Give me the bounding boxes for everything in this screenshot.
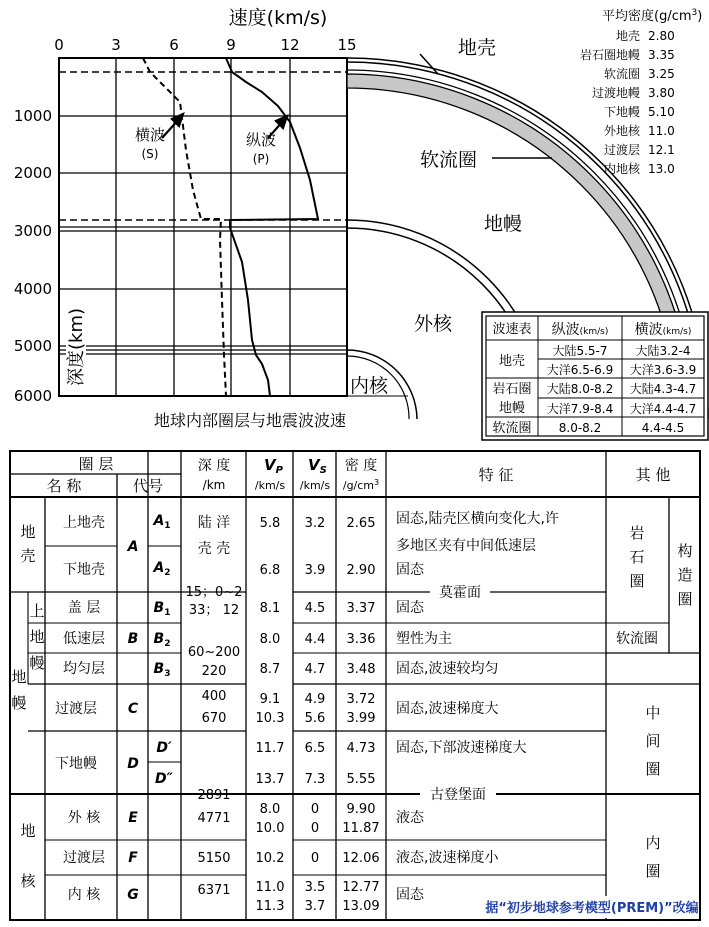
code-F: F <box>128 850 138 866</box>
p-wave-label: 纵波 <box>245 131 277 149</box>
outer-core-label: 外核 <box>414 313 453 335</box>
group-mantle-2: 幔 <box>11 694 27 712</box>
legend-value-2: 3.25 <box>648 67 675 81</box>
legend-value-0: 2.80 <box>648 29 675 43</box>
speed-litho-s1: 大陆4.3-4.7 <box>629 382 697 396</box>
density-8: 5.55 <box>346 772 376 787</box>
s-wave-label: 横波 <box>134 126 166 144</box>
group-crust-2: 壳 <box>20 547 36 565</box>
th-feature: 特 征 <box>478 466 514 484</box>
group-um-1: 上 <box>29 602 45 620</box>
th-name: 名 称 <box>46 477 82 495</box>
feature-uniform: 固态,波速较均匀 <box>396 661 499 677</box>
density-7: 4.73 <box>346 741 376 756</box>
legend-value-7: 13.0 <box>648 162 675 176</box>
feature-transition: 固态,波速梯度大 <box>396 701 499 717</box>
vp-6: 10.3 <box>255 711 285 726</box>
code-D: D <box>127 756 139 772</box>
crust-label: 地壳 <box>458 37 497 59</box>
legend-value-4: 5.10 <box>648 105 675 119</box>
vs-values <box>305 516 326 914</box>
speed-crust-p2: 大洋6.5-6.9 <box>546 363 614 377</box>
density-11: 12.06 <box>342 851 380 866</box>
y-tick-2000: 2000 <box>13 164 52 182</box>
row-lower-crust: 下地壳 <box>63 562 105 578</box>
velocity-depth-chart <box>14 7 357 405</box>
code-B2: $B_2$ <box>153 631 171 649</box>
feature-upper-crust-2: 多地区夹有中间低速层 <box>396 538 536 554</box>
group-core-2: 核 <box>20 872 36 890</box>
density-legend <box>580 8 702 176</box>
group-mantle-1: 地 <box>11 668 27 686</box>
vs-13: 3.7 <box>304 899 326 914</box>
density-legend-title: 平均密度$(g/cm^3)$ <box>602 8 703 24</box>
depth-ic-t: 5150 <box>197 851 231 866</box>
vs-5: 4.9 <box>304 692 326 707</box>
vs-3: 4.4 <box>304 632 326 647</box>
row-transition-mantle: 过渡层 <box>55 701 97 717</box>
code-Dpp: D″ <box>155 771 173 787</box>
source-note: 据“初步地球参考模型(PREM)”改编 <box>485 901 699 916</box>
density-2: 3.37 <box>346 601 376 616</box>
x-tick-12: 12 <box>280 36 300 54</box>
feature-upper-crust-1: 固态,陆壳区横向变化大,许 <box>396 511 559 527</box>
y-axis-label <box>66 300 87 388</box>
speed-table-h0: 波速表 <box>492 322 532 337</box>
depth-uniform: 220 <box>201 664 227 679</box>
density-values <box>342 516 379 914</box>
legend-name-2: 软流圈 <box>603 67 640 81</box>
x-tick-labels <box>54 36 356 54</box>
vp-13: 11.3 <box>255 899 285 914</box>
asthenosphere-label: 软流圈 <box>420 149 478 171</box>
other-lithosphere-1: 岩 <box>629 524 645 542</box>
layer-table <box>10 451 700 920</box>
th-code: 代号 <box>132 477 164 495</box>
speed-crust-s1: 大陆3.2-4 <box>635 344 691 358</box>
depth-lvz: 60~200 <box>187 645 241 660</box>
mantle-label: 地幔 <box>484 213 523 235</box>
density-3: 3.36 <box>346 632 376 647</box>
other-inner-2: 圈 <box>645 862 661 880</box>
legend-name-5: 外地核 <box>603 124 640 138</box>
legend-value-3: 3.80 <box>648 86 675 100</box>
code-E: E <box>128 810 138 826</box>
row-inner-core: 内 核 <box>67 887 101 903</box>
other-lithosphere-2: 石 <box>629 548 645 566</box>
speed-crust-s2: 大洋3.6-3.9 <box>629 363 697 377</box>
feature-lower-mantle: 固态,下部波速梯度大 <box>396 740 527 756</box>
density-10: 11.87 <box>342 821 380 836</box>
density-12: 12.77 <box>342 880 380 895</box>
vs-1: 3.9 <box>304 563 326 578</box>
code-B3: $B_3$ <box>153 661 171 679</box>
y-tick-labels <box>14 107 52 405</box>
vs-8: 7.3 <box>304 772 326 787</box>
feature-lid: 固态 <box>396 600 424 616</box>
th-other: 其 他 <box>635 466 671 484</box>
speed-table-litho-a: 岩石圈 <box>492 382 532 397</box>
vs-0: 3.2 <box>304 516 326 531</box>
depth-crust-type-b: 壳 壳 <box>197 541 231 557</box>
legend-name-3: 过渡地幔 <box>591 86 640 100</box>
depth-t2: 670 <box>201 711 227 726</box>
speed-table-h1: 纵波(km/s) <box>551 322 609 338</box>
y-tick-5000: 5000 <box>13 337 52 355</box>
row-lower-mantle: 下地幔 <box>55 756 97 772</box>
group-core-1: 地 <box>20 822 36 840</box>
wave-speed-table <box>482 312 708 440</box>
vs-4: 4.7 <box>304 662 326 677</box>
legend-name-7: 内地核 <box>603 162 640 176</box>
th-vs: $V_S$ <box>308 456 327 476</box>
speed-table-crust: 地壳 <box>498 354 526 369</box>
vs-10: 0 <box>310 821 320 836</box>
legend-name-1: 岩石圈地幔 <box>579 48 640 62</box>
speed-astheno-p: 8.0-8.2 <box>558 421 602 435</box>
legend-name-0: 地壳 <box>615 29 640 43</box>
density-6: 3.99 <box>346 711 376 726</box>
vp-2: 8.1 <box>259 601 281 616</box>
x-axis-title: 速度(km/s) <box>228 7 328 29</box>
speed-table-litho-b: 地幔 <box>498 401 526 416</box>
density-4: 3.48 <box>346 662 376 677</box>
row-uniform: 均匀层 <box>63 661 105 677</box>
depth-crust-type-a: 陆 洋 <box>197 515 231 531</box>
svg-text:深度(km): 深度(km) <box>66 307 87 386</box>
vp-11: 10.2 <box>255 851 285 866</box>
p-wave-sub: (P) <box>252 152 270 166</box>
depth-moho-2: 33； 12 <box>188 603 240 618</box>
x-tick-0: 0 <box>54 36 64 54</box>
other-tectonosphere-2: 造 <box>677 566 693 584</box>
speed-litho-p1: 大陆8.0-8.2 <box>546 382 614 396</box>
density-5: 3.72 <box>346 692 376 707</box>
speed-table-h2: 横波(km/s) <box>634 322 692 338</box>
vp-12: 11.0 <box>255 880 285 895</box>
x-tick-15: 15 <box>337 36 357 54</box>
code-G: G <box>127 887 139 903</box>
density-0: 2.65 <box>346 516 376 531</box>
speed-table-astheno: 软流圈 <box>492 421 532 436</box>
code-Dp: D′ <box>156 740 172 756</box>
vp-10: 10.0 <box>255 821 285 836</box>
th-depth: 深 度 <box>197 458 231 474</box>
code-A1: $A_1$ <box>153 513 171 531</box>
speed-astheno-s: 4.4-4.5 <box>641 421 685 435</box>
row-lid: 盖 层 <box>67 600 101 616</box>
th-density-unit: $/g/cm^3$ <box>342 478 380 492</box>
inner-core-label: 内核 <box>350 375 389 397</box>
speed-litho-p2: 大洋7.9-8.4 <box>546 402 614 416</box>
legend-name-6: 过渡层 <box>603 143 640 157</box>
code-B: B <box>127 631 139 647</box>
th-vp-unit: /km/s <box>254 479 286 492</box>
code-C: C <box>127 701 139 717</box>
row-outer-core: 外 核 <box>67 810 101 826</box>
feature-transition-core: 液态,波速梯度小 <box>396 850 499 866</box>
other-middle-2: 间 <box>645 732 661 750</box>
vp-0: 5.8 <box>259 516 281 531</box>
other-tectonosphere-1: 构 <box>677 542 693 560</box>
code-A: A <box>127 539 139 555</box>
legend-value-1: 3.35 <box>648 48 675 62</box>
figure-caption: 地球内部圈层与地震波波速 <box>153 411 347 430</box>
density-9: 9.90 <box>346 802 376 817</box>
vs-11: 0 <box>310 851 320 866</box>
feature-inner-core: 固态 <box>396 887 424 903</box>
vp-9: 8.0 <box>259 802 281 817</box>
y-tick-4000: 4000 <box>13 280 52 298</box>
code-A2: $A_2$ <box>153 560 171 578</box>
other-inner-1: 内 <box>645 834 661 852</box>
feature-gutenberg: 古登堡面 <box>430 787 486 803</box>
row-transition-core: 过渡层 <box>63 850 105 866</box>
speed-crust-p1: 大陆5.5-7 <box>552 344 608 358</box>
depth-center: 6371 <box>197 883 231 898</box>
vs-6: 5.6 <box>304 711 326 726</box>
density-1: 2.90 <box>346 563 376 578</box>
vp-5: 9.1 <box>259 692 281 707</box>
group-um-2: 地 <box>29 628 45 646</box>
depth-oc: 4771 <box>197 811 231 826</box>
feature-moho: 莫霍面 <box>439 585 481 601</box>
vs-12: 3.5 <box>304 880 326 895</box>
vs-7: 6.5 <box>304 741 326 756</box>
row-upper-crust: 上地壳 <box>63 515 105 531</box>
s-wave-sub: (S) <box>141 147 159 161</box>
th-depth-unit: /km <box>202 478 226 492</box>
other-middle-3: 圈 <box>645 760 661 778</box>
vp-values <box>256 516 285 914</box>
x-tick-6: 6 <box>169 36 179 54</box>
vp-1: 6.8 <box>259 563 281 578</box>
feature-lower-crust: 固态 <box>396 562 424 578</box>
other-lithosphere-3: 圈 <box>629 572 645 590</box>
vp-7: 11.7 <box>255 741 285 756</box>
y-tick-3000: 3000 <box>13 222 52 240</box>
code-B1: $B_1$ <box>153 600 171 618</box>
speed-litho-s2: 大洋4.4-4.7 <box>629 402 697 416</box>
vp-8: 13.7 <box>255 772 285 787</box>
row-lvz: 低速层 <box>63 631 105 647</box>
x-tick-9: 9 <box>226 36 236 54</box>
vp-4: 8.7 <box>259 662 281 677</box>
other-asthenosphere: 软流圈 <box>616 631 658 647</box>
legend-value-6: 12.1 <box>648 143 675 157</box>
y-tick-1000: 1000 <box>13 107 52 125</box>
legend-value-5: 11.0 <box>648 124 675 138</box>
depth-cmb: 2891 <box>197 788 231 803</box>
th-vp: $V_P$ <box>264 456 283 476</box>
group-crust-1: 地 <box>20 523 36 541</box>
th-density: 密 度 <box>344 458 378 474</box>
density-13: 13.09 <box>342 899 380 914</box>
x-tick-3: 3 <box>111 36 121 54</box>
depth-t1: 400 <box>201 689 227 704</box>
th-vs-unit: /km/s <box>299 479 331 492</box>
other-middle-1: 中 <box>645 704 661 722</box>
depth-moho-1: 15；0~2 <box>185 585 243 600</box>
legend-name-4: 下地幔 <box>603 105 640 119</box>
feature-lvz: 塑性为主 <box>396 631 452 647</box>
vs-9: 0 <box>310 802 320 817</box>
group-um-3: 幔 <box>29 654 45 672</box>
th-layer: 圈 层 <box>78 455 114 473</box>
vs-2: 4.5 <box>304 601 326 616</box>
y-tick-6000: 6000 <box>13 387 52 405</box>
vp-3: 8.0 <box>259 632 281 647</box>
other-tectonosphere-3: 圈 <box>677 590 693 608</box>
feature-outer-core: 液态 <box>396 810 424 826</box>
